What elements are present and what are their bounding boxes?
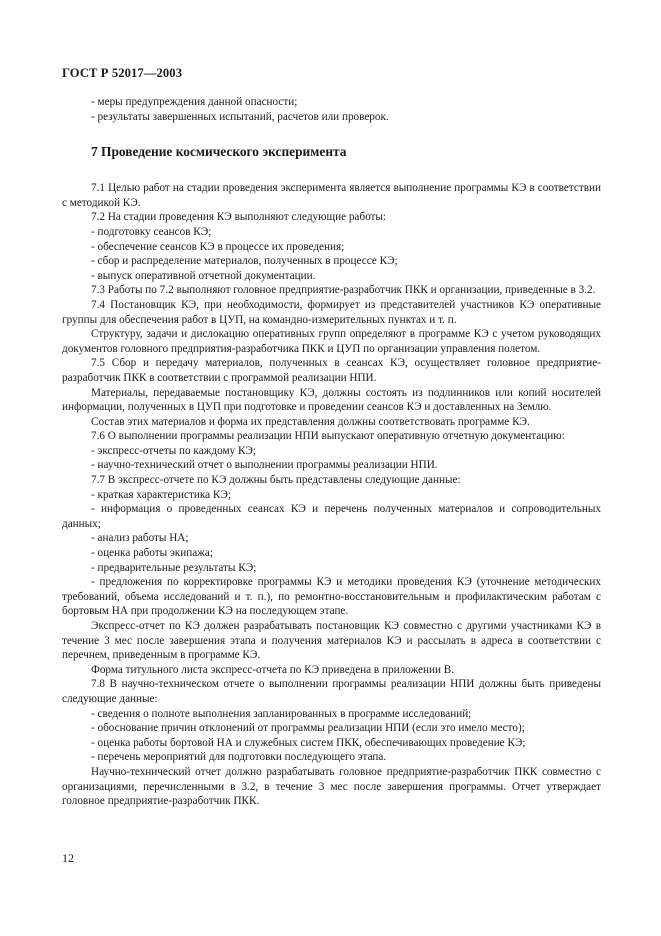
document-header: ГОСТ Р 52017—2003 [62,66,183,80]
list-item: - обоснование причин отклонений от программы реализации НПИ (если это имело место); [91,722,525,735]
paragraph-7-5: 7.5 Сбор и передачу материалов, полученных в сеансах КЭ, осуществляет головное предприятие-разработчик ПКК в соответствии с программой реализации НПИ. [62,357,601,384]
paragraph-7-8: 7.8 В научно-техническом отчете о выполнении программы реализации НПИ должны быть приведены следующие данные: [62,678,601,705]
paragraph-7-2: 7.2 На стадии проведения КЭ выполняют следующие работы: [91,211,387,224]
list-item: - экспресс-отчеты по каждому КЭ; [91,444,257,457]
list-item: - обеспечение сеансов КЭ в процессе их проведения; [91,240,345,253]
paragraph-7-6: 7.6 О выполнении программы реализации НПИ выпускают оперативную отчетную документацию: [91,430,565,443]
paragraph-7-7: 7.7 В экспресс-отчете по КЭ должны быть представлены следующие данные: [91,474,461,487]
list-item: - научно-технический отчет о выполнении программы реализации НПИ. [91,459,438,472]
paragraph: Состав этих материалов и форма их представления должны соответствовать программе КЭ. [91,415,530,428]
list-item: - информация о проведенных сеансах КЭ и перечень полученных материалов и сопроводительных данных; [62,503,601,530]
paragraph-7-4: 7.4 Постановщик КЭ, при необходимости, формирует из представителей участников КЭ оперативные группы для обеспечения работ в ЦУП, на командно-измерительных пунктах и т. п. [62,298,601,326]
list-item: - сведения о полноте выполнения запланированных в программе исследований; [91,707,472,720]
paragraph: Научно-технический отчет должно разрабатывать головное предприятие-разработчик ПКК совместно с организациями, перечисленными в 3.2, в течение 3 мес после завершения программы. Отчет утверждает головное предприятие-разработчик ПКК. [62,765,601,808]
paragraph: Структуру, задачи и дислокацию оперативных групп определяют в программе КЭ с учетом руководящих документов головного предприятия-разработчика ПКК и ЦУП по организации управления полетом. [62,328,601,355]
list-item: - подготовку сеансов КЭ; [91,225,212,238]
paragraph: Экспресс-отчет по КЭ должен разрабатывать постановщик КЭ совместно с другими участниками КЭ в течение 3 мес после завершения этапа и получения материалов КЭ и рассылать в адреса в соответствии с перечнем, приведенным в программе КЭ. [62,620,601,662]
list-item: - анализ работы НА; [91,532,189,545]
list-item: - результаты завершенных испытаний, расчетов или проверок. [91,110,389,123]
paragraph: Материалы, передаваемые постановщику КЭ, должны состоять из подлинников или копий носителей информации, полученных в ЦУП при подготовке и проведении сеансов КЭ и доставленных на Землю. [62,386,601,414]
list-item: - сбор и распределение материалов, полученных в процессе КЭ; [91,255,398,268]
list-item: - перечень мероприятий для подготовки последующего этапа. [91,751,387,764]
paragraph-7-3: 7.3 Работы по 7.2 выполняют головное предприятие-разработчик ПКК и организации, приведенные в 3.2. [91,284,596,297]
list-item: - выпуск оперативной отчетной документации. [91,269,316,282]
paragraph: Форма титульного листа экспресс-отчета по КЭ приведена в приложении В. [91,663,455,676]
paragraph-7-1: 7.1 Целью работ на стадии проведения эксперимента является выполнение программы КЭ в соответствии с методикой КЭ. [62,182,601,209]
section-heading: 7 Проведение космического эксперимента [91,144,347,160]
page-number: 12 [62,851,74,865]
list-item: - предварительные результаты КЭ; [91,561,257,574]
list-item: - оценка работы бортовой НА и служебных систем ПКК, обеспечивающих проведение КЭ; [91,736,526,749]
list-item: - предложения по корректировке программы КЭ и методики проведения КЭ (уточнение методических требований, объема исследований и т. п.), по ремонтно-восстановительным и профилактическим работам с бортовым НА при продолжении КЭ на последующем этапе. [62,576,601,618]
list-item: - меры предупреждения данной опасности; [91,96,298,108]
list-item: - оценка работы экипажа; [91,547,213,560]
list-item: - краткая характеристика КЭ; [91,488,231,501]
document-body [62,95,601,809]
